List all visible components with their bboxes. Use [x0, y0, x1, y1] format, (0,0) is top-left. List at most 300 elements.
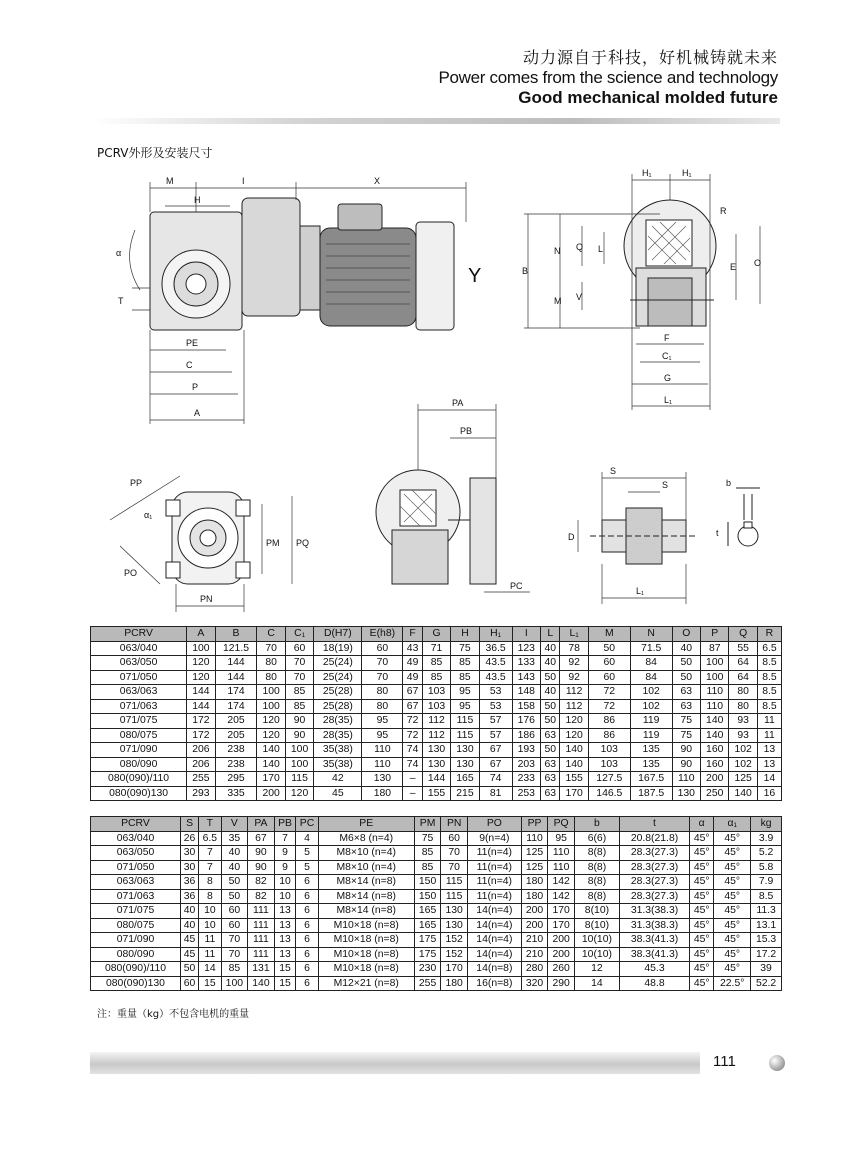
label-Q: Q [576, 242, 584, 252]
table-cell: 67 [403, 685, 422, 700]
column-header: A [187, 627, 215, 642]
table-cell: 11 [757, 728, 781, 743]
table-cell: 70 [285, 670, 313, 685]
table-row [91, 933, 782, 948]
table-cell: 170 [560, 786, 588, 801]
table-cell: 16(n=8) [467, 976, 521, 991]
table-cell: 120 [560, 728, 588, 743]
table-cell: 130 [451, 757, 479, 772]
column-header: PN [441, 817, 468, 832]
table-cell: 70 [441, 846, 468, 861]
table-cell: 11 [757, 714, 781, 729]
table-cell: 45° [714, 860, 751, 875]
table-cell: 95 [362, 714, 403, 729]
table-cell: 071/063 [91, 889, 181, 904]
table-cell: 180 [521, 875, 548, 890]
table-cell: 80 [729, 685, 757, 700]
table-cell: 150 [414, 889, 441, 904]
table-cell: 142 [548, 875, 575, 890]
table-cell: 6.5 [757, 641, 781, 656]
label-X: X [374, 176, 381, 186]
table-cell: 8(8) [574, 875, 619, 890]
label-V: V [576, 292, 583, 302]
column-header: PCRV [91, 627, 187, 642]
table-cell: 67 [479, 743, 512, 758]
label-N: N [554, 246, 561, 256]
column-header: PA [248, 817, 275, 832]
dimensions-table-1 [90, 626, 782, 801]
header-slogan-en: Power comes from the science and technology [438, 68, 778, 87]
label-H1a: H₁ [642, 168, 652, 178]
table-cell: 30 [180, 860, 198, 875]
table-cell: 200 [701, 772, 729, 787]
table-cell: 063/040 [91, 641, 187, 656]
table-row [91, 757, 782, 772]
table-cell: 85 [285, 685, 313, 700]
table-cell: 45 [180, 947, 198, 962]
table-cell: M10×18 (n=8) [318, 947, 414, 962]
table-cell: 53 [479, 685, 512, 700]
table-cell: 11(n=4) [467, 889, 521, 904]
table-cell: – [403, 772, 422, 787]
table-cell: 111 [248, 918, 275, 933]
column-header: L₁ [560, 627, 588, 642]
table-cell: 42 [314, 772, 362, 787]
table-cell: 40 [540, 656, 559, 671]
table-cell: 176 [512, 714, 540, 729]
label-F: F [664, 333, 670, 343]
table-cell: 7 [199, 860, 221, 875]
table-cell: 144 [422, 772, 450, 787]
table-cell: 45° [714, 904, 751, 919]
table-row [91, 772, 782, 787]
table-cell: 13 [757, 757, 781, 772]
table-cell: 140 [729, 786, 757, 801]
column-header: H [451, 627, 479, 642]
hollow-shaft-view [590, 508, 698, 564]
table-cell: 43.5 [479, 670, 512, 685]
table-cell: M10×18 (n=8) [318, 918, 414, 933]
table-cell: 45° [690, 831, 714, 846]
label-M: M [166, 176, 174, 186]
table-cell: 70 [285, 656, 313, 671]
column-header: α₁ [714, 817, 751, 832]
table-cell: 10(10) [574, 933, 619, 948]
table-cell: 6 [296, 947, 318, 962]
table-cell: 63 [540, 757, 559, 772]
table-cell: 10 [199, 918, 221, 933]
table-cell: 165 [414, 918, 441, 933]
table-cell: 144 [215, 656, 257, 671]
table-cell: 71 [422, 641, 450, 656]
table-cell: 111 [248, 933, 275, 948]
table-cell: 233 [512, 772, 540, 787]
label-I: I [242, 176, 245, 186]
table-cell: 86 [588, 714, 630, 729]
column-header: PQ [548, 817, 575, 832]
table-cell: 250 [701, 786, 729, 801]
table-cell: 100 [257, 685, 285, 700]
table-cell: 49 [403, 670, 422, 685]
table-row [91, 904, 782, 919]
table-cell: 8(8) [574, 846, 619, 861]
table-cell: 102 [630, 699, 672, 714]
table-cell: 13 [274, 918, 296, 933]
table-cell: 25(28) [314, 699, 362, 714]
table-cell: 100 [285, 743, 313, 758]
table-cell: 36 [180, 875, 198, 890]
table-cell: 67 [403, 699, 422, 714]
table-cell: 174 [215, 699, 257, 714]
table-cell: 11.3 [751, 904, 782, 919]
table-cell: 84 [630, 656, 672, 671]
table-cell: 45° [714, 875, 751, 890]
table-cell: 8(8) [574, 889, 619, 904]
table-cell: 45° [690, 875, 714, 890]
label-H: H [194, 195, 201, 205]
table-cell: 6 [296, 918, 318, 933]
table-cell: 112 [422, 728, 450, 743]
table-cell: 160 [701, 757, 729, 772]
table-cell: 64 [729, 656, 757, 671]
table-cell: 8.5 [757, 699, 781, 714]
table-cell: 180 [362, 786, 403, 801]
column-header: S [180, 817, 198, 832]
table-cell: M10×18 (n=8) [318, 962, 414, 977]
label-PN: PN [200, 594, 213, 604]
table-cell: 35(38) [314, 757, 362, 772]
table-cell: 60 [285, 641, 313, 656]
column-header: kg [751, 817, 782, 832]
column-header: G [422, 627, 450, 642]
table-cell: 85 [414, 860, 441, 875]
column-header: PE [318, 817, 414, 832]
table-cell: 148 [512, 685, 540, 700]
label-PO: PO [124, 568, 138, 578]
label-R: R [720, 206, 727, 216]
table-cell: 70 [362, 656, 403, 671]
table-cell: 64 [729, 670, 757, 685]
table-cell: 125 [729, 772, 757, 787]
table-cell: 48.8 [619, 976, 689, 991]
table-cell: 100 [221, 976, 248, 991]
table-cell: 81 [479, 786, 512, 801]
table-cell: 103 [588, 757, 630, 772]
table-cell: 152 [441, 933, 468, 948]
label-PA: PA [452, 398, 464, 408]
column-header: PC [296, 817, 318, 832]
table-cell: 175 [414, 933, 441, 948]
table-cell: 63 [672, 685, 700, 700]
column-header: I [512, 627, 540, 642]
table-cell: 14(n=8) [467, 962, 521, 977]
table-cell: 8(10) [574, 904, 619, 919]
label-PE: PE [186, 338, 199, 348]
column-header: PP [521, 817, 548, 832]
column-header: t [619, 817, 689, 832]
keyway-view [728, 488, 760, 546]
table-cell: 130 [441, 904, 468, 919]
table-cell: 50 [540, 714, 559, 729]
table-cell: 125 [521, 860, 548, 875]
table-cell: 55 [729, 641, 757, 656]
table-cell: 85 [451, 656, 479, 671]
table-cell: 238 [215, 757, 257, 772]
table-cell: 72 [588, 685, 630, 700]
table-cell: 165 [414, 904, 441, 919]
table-cell: 238 [215, 743, 257, 758]
label-T: T [118, 296, 124, 306]
column-header: C₁ [285, 627, 313, 642]
table-cell: 70 [221, 933, 248, 948]
page-ball-ornament [769, 1055, 785, 1071]
table-cell: 131 [248, 962, 275, 977]
table-cell: 080(090)/110 [91, 962, 181, 977]
table-cell: 85 [285, 699, 313, 714]
table-cell: 170 [548, 918, 575, 933]
label-PB: PB [460, 426, 473, 436]
table-cell: 6 [296, 962, 318, 977]
table-cell: 50 [180, 962, 198, 977]
table-cell: 40 [672, 641, 700, 656]
label-P: P [192, 382, 199, 392]
table-cell: 45° [714, 889, 751, 904]
table-cell: 144 [215, 670, 257, 685]
table-cell: 82 [248, 889, 275, 904]
table-cell: 103 [422, 685, 450, 700]
table-cell: 84 [630, 670, 672, 685]
label-PQ: PQ [296, 538, 310, 548]
table-cell: 85 [422, 670, 450, 685]
table-cell: 92 [560, 656, 588, 671]
column-header: T [199, 817, 221, 832]
table-cell: 50 [672, 656, 700, 671]
table-cell: 40 [540, 685, 559, 700]
table-cell: 146.5 [588, 786, 630, 801]
table-cell: 063/063 [91, 685, 187, 700]
table-cell: 6(6) [574, 831, 619, 846]
table-cell: 170 [441, 962, 468, 977]
table-cell: 40 [221, 860, 248, 875]
table-cell: 115 [441, 889, 468, 904]
table-cell: 144 [187, 685, 215, 700]
table-cell: M8×10 (n=4) [318, 860, 414, 875]
table-cell: 72 [403, 714, 422, 729]
table-cell: 11(n=4) [467, 846, 521, 861]
table-cell: 80 [362, 699, 403, 714]
table-cell: 45° [714, 933, 751, 948]
table-cell: 3.9 [751, 831, 782, 846]
table-cell: 57 [479, 714, 512, 729]
table-cell: 120 [187, 670, 215, 685]
table-cell: 14 [199, 962, 221, 977]
table-cell: 200 [257, 786, 285, 801]
table-cell: 110 [362, 743, 403, 758]
table-cell: 28.3(27.3) [619, 875, 689, 890]
table-cell: 15 [199, 976, 221, 991]
table-cell: 170 [548, 904, 575, 919]
table-cell: 53 [479, 699, 512, 714]
table-cell: 18(19) [314, 641, 362, 656]
table-cell: 102 [729, 743, 757, 758]
table-cell: 40 [180, 918, 198, 933]
table-cell: 52.2 [751, 976, 782, 991]
label-C: C [186, 360, 193, 370]
table-cell: 75 [414, 831, 441, 846]
table-cell: 45° [714, 947, 751, 962]
table-cell: 63 [540, 728, 559, 743]
table-cell: 90 [248, 860, 275, 875]
table-cell: 67 [479, 757, 512, 772]
table-cell: 112 [560, 685, 588, 700]
label-H1b: H₁ [682, 168, 692, 178]
table-cell: 112 [422, 714, 450, 729]
label-PM: PM [266, 538, 280, 548]
table-cell: 115 [451, 714, 479, 729]
label-PP: PP [130, 478, 143, 488]
table-cell: 14 [757, 772, 781, 787]
table-cell: 120 [560, 714, 588, 729]
table-cell: 45° [714, 962, 751, 977]
table-cell: 200 [521, 918, 548, 933]
table-cell: 87 [701, 641, 729, 656]
table-cell: 119 [630, 728, 672, 743]
table-cell: 110 [548, 846, 575, 861]
table-cell: 72 [403, 728, 422, 743]
table-cell: 071/075 [91, 714, 187, 729]
label-Y: Y [468, 265, 482, 287]
table-cell: 140 [560, 743, 588, 758]
table-cell: 152 [441, 947, 468, 962]
table-cell: 93 [729, 728, 757, 743]
table-cell: 167.5 [630, 772, 672, 787]
table-cell: 071/050 [91, 670, 187, 685]
table-cell: 70 [441, 860, 468, 875]
table-cell: 45° [690, 889, 714, 904]
table-cell: 100 [701, 670, 729, 685]
table-cell: 230 [414, 962, 441, 977]
table-cell: 80 [257, 656, 285, 671]
table-cell: 50 [540, 699, 559, 714]
table-cell: 135 [630, 757, 672, 772]
table-cell: 4 [296, 831, 318, 846]
table-cell: 28(35) [314, 728, 362, 743]
table-cell: 165 [451, 772, 479, 787]
table-cell: 120 [187, 656, 215, 671]
column-header: b [574, 817, 619, 832]
table-row [91, 831, 782, 846]
table-cell: 28.3(27.3) [619, 846, 689, 861]
table-cell: 49 [403, 656, 422, 671]
table-cell: 17.2 [751, 947, 782, 962]
table-cell: 30 [180, 846, 198, 861]
table-cell: M6×8 (n=4) [318, 831, 414, 846]
table-cell: 130 [441, 918, 468, 933]
table-cell: 205 [215, 728, 257, 743]
front-view [150, 198, 454, 330]
label-E: E [730, 262, 737, 272]
table-cell: 8 [199, 875, 221, 890]
header-slogan-cn: 动力源自于科技，好机械铸就未来 [522, 48, 778, 67]
table-cell: 335 [215, 786, 257, 801]
table-cell: 100 [701, 656, 729, 671]
label-G: G [664, 373, 672, 383]
table-row [91, 656, 782, 671]
table-cell: 36 [180, 889, 198, 904]
column-header: PCRV [91, 817, 181, 832]
table-cell: 95 [451, 699, 479, 714]
table-cell: 45° [690, 918, 714, 933]
table-cell: – [403, 786, 422, 801]
table-cell: 110 [362, 757, 403, 772]
table-cell: 5 [296, 846, 318, 861]
side-view [624, 200, 716, 326]
table-cell: 60 [221, 918, 248, 933]
table-cell: 14(n=4) [467, 904, 521, 919]
table-cell: 7 [274, 831, 296, 846]
table-cell: 28(35) [314, 714, 362, 729]
table-cell: 85 [451, 670, 479, 685]
table-cell: 63 [672, 699, 700, 714]
table-cell: 8 [199, 889, 221, 904]
column-header: D(H7) [314, 627, 362, 642]
column-header: PM [414, 817, 441, 832]
dimensions-table-2 [90, 816, 782, 991]
table-cell: 063/063 [91, 875, 181, 890]
table-cell: 92 [560, 670, 588, 685]
label-L: L [598, 244, 604, 254]
table-cell: 45 [180, 933, 198, 948]
table-cell: 25(28) [314, 685, 362, 700]
column-header: α [690, 817, 714, 832]
table-cell: 174 [215, 685, 257, 700]
table-cell: 170 [257, 772, 285, 787]
footer-bar [90, 1052, 700, 1074]
table-row [91, 743, 782, 758]
table-cell: 215 [451, 786, 479, 801]
table-cell: 10 [274, 875, 296, 890]
label-alpha1: α₁ [144, 510, 153, 520]
table-cell: 8(8) [574, 860, 619, 875]
column-header: E(h8) [362, 627, 403, 642]
table-cell: 45° [714, 831, 751, 846]
table-cell: 5 [296, 860, 318, 875]
table-cell: 172 [187, 714, 215, 729]
table-cell: 25(24) [314, 656, 362, 671]
table-cell: 6.5 [199, 831, 221, 846]
table-cell: 255 [187, 772, 215, 787]
label-L1b: L₁ [636, 586, 645, 596]
table-cell: 75 [672, 728, 700, 743]
table-cell: 43.5 [479, 656, 512, 671]
table-cell: 31.3(38.3) [619, 904, 689, 919]
table-cell: 142 [548, 889, 575, 904]
table-cell: 75 [451, 641, 479, 656]
table-cell: 6 [296, 976, 318, 991]
table-cell: 120 [285, 786, 313, 801]
table-cell: 13 [274, 947, 296, 962]
table-cell: 210 [521, 947, 548, 962]
table-row [91, 875, 782, 890]
table-cell: 80 [362, 685, 403, 700]
table-cell: 295 [215, 772, 257, 787]
table-cell: 20.8(21.8) [619, 831, 689, 846]
table-cell: 253 [512, 786, 540, 801]
table-row [91, 846, 782, 861]
table-cell: 50 [588, 641, 630, 656]
table-cell: 144 [187, 699, 215, 714]
table-cell: 130 [422, 743, 450, 758]
